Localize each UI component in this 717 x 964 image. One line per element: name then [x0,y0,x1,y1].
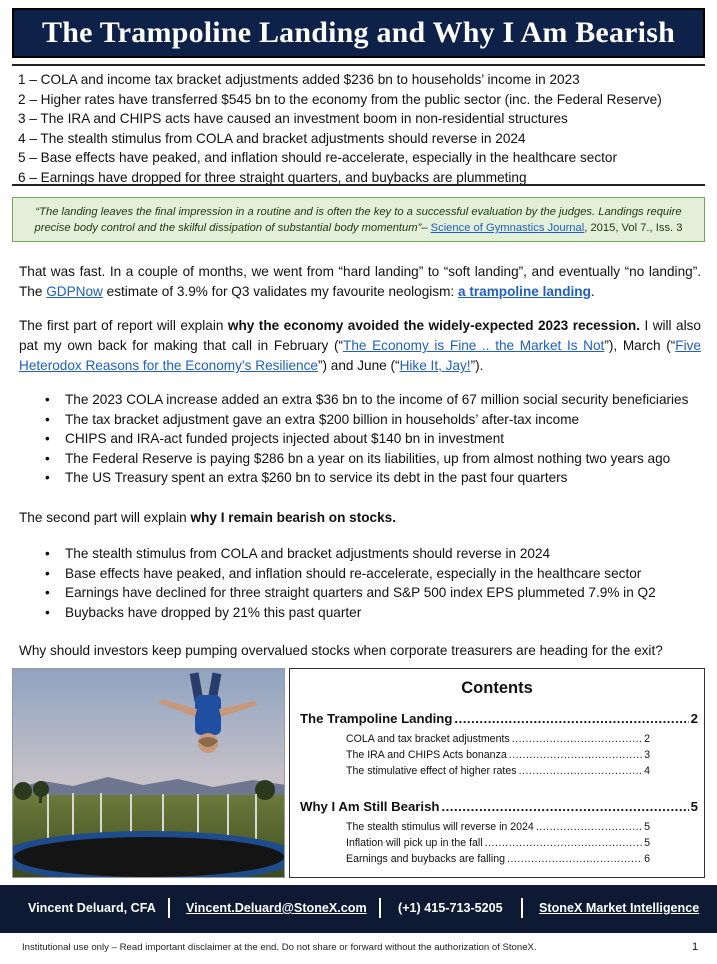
brand-link[interactable]: StoneX Market Intelligence [539,901,700,915]
title-banner [12,8,705,58]
toc-section-title: Why I Am Still Bearish [300,799,440,814]
list-item: • The stealth stimulus from COLA and bracket adjustments should reverse in 2024 [45,544,715,564]
quote-citation: , 2015, Vol 7., Iss. 3 [584,222,683,234]
toc-page-number: 2 [644,733,650,745]
toc-leader-dots [441,799,688,814]
para-text: estimate of 3.9% for Q3 validates my favourite neologism: [102,284,458,299]
toc-leader-dots [509,749,642,761]
toc-item-title: The IRA and CHIPS Acts bonanza [346,749,507,761]
top-divider [12,64,705,66]
toc-item-title: The stimulative effect of higher rates [346,765,517,777]
quote-source-link[interactable]: Science of Gymnastics Journal [430,222,585,234]
key-point: 1 – COLA and income tax bracket adjustments added $236 bn to households’ income in 2023 [18,72,580,87]
list-item: • Base effects have peaked, and inflation should re-accelerate, especially in the healthcare sector [45,564,715,584]
toc-subsection[interactable] [346,733,650,745]
list-item: • The US Treasury spent an extra $260 bn to service its debt in the past four quarters [45,468,715,488]
toc-section[interactable] [300,711,698,726]
toc-page-number: 5 [644,821,650,833]
toc-leader-dots [519,765,643,777]
list-item: • CHIPS and IRA-act funded projects injected about $140 bn in investment [45,429,715,449]
toc-item-title: Inflation will pick up in the fall [346,837,483,849]
list-item: • Earnings have declined for three straight quarters and S&P 500 index EPS plummeted 7.9% in Q2 [45,583,715,603]
gdpnow-link[interactable]: GDPNow [46,284,103,299]
toc-page-number: 4 [644,765,650,777]
toc-item-title: COLA and tax bracket adjustments [346,733,510,745]
intro-paragraph [19,262,701,302]
trampoline-photo [12,668,285,878]
para-text: ”) and June (“ [317,358,400,373]
toc-subsection[interactable] [346,853,650,865]
page-title: The Trampoline Landing and Why I Am Bearish [42,16,675,49]
key-point: 5 – Base effects have peaked, and inflation should re-accelerate, especially in the healthcare sector [18,150,618,165]
trampoline-jump-illustration [13,669,285,878]
list-item: • The Federal Reserve is paying $286 bn a year on its liabilities, up from almost nothing two years ago [45,449,715,469]
contents-box [289,668,705,878]
toc-subsection[interactable] [346,821,650,833]
quote-dash: – [421,222,431,234]
toc-page-number: 2 [690,711,698,726]
key-point: 3 – The IRA and CHIPS acts have caused an investment boom in non-residential structures [18,111,568,126]
epigraph-quote [12,197,705,242]
footer-separator [521,898,523,918]
para-text: ”), March (“ [604,338,676,353]
list-item: • The 2023 COLA increase added an extra $36 bn to the income of 67 million social security beneficiaries [45,390,715,410]
toc-leader-dots [536,821,642,833]
toc-subsection[interactable] [346,765,650,777]
toc-item-title: Earnings and buybacks are falling [346,853,506,865]
para-bold: why I remain bearish on stocks. [190,510,397,525]
disclaimer-text: Institutional use only – Read important disclaimer at the end. Do not share or forward without the authorization of StoneX. [22,942,537,953]
page-number: 1 [692,941,699,953]
toc-leader-dots [485,837,642,849]
bearish-bullets [45,544,715,622]
para-text: . [590,284,595,299]
para-text: The first part of report will explain [19,318,228,333]
toc-item-title: The stealth stimulus will reverse in 2024 [346,821,534,833]
toc-leader-dots [512,733,642,745]
author-name: Vincent Deluard, CFA [28,901,156,915]
toc-subsection[interactable] [346,749,650,761]
key-points-list [18,70,708,187]
list-item: • Buybacks have dropped by 21% this past quarter [45,603,715,623]
toc-page-number: 6 [644,853,650,865]
author-email-link[interactable]: Vincent.Deluard@StoneX.com [186,901,367,915]
contact-footer [0,885,717,933]
part-one-paragraph [19,316,701,376]
quote-text: “The landing leaves the final impression in a routine and is often the key to a successful evaluation by the judges. Landings require precise body control and the skilful dissipation of substantial body momentum” [34,206,682,234]
toc-page-number: 3 [644,749,650,761]
toc-section-title: The Trampoline Landing [300,711,453,726]
para-bold: why the economy avoided the widely-expected 2023 recession. [227,318,640,333]
heterodox-reasons-link[interactable]: Five Heterodox Reasons for the Economy’s Resilience [19,338,701,373]
para-text: That was fast. In a couple of months, we went from “hard landing” to “soft landing”, and eventually “no landing”. The [19,264,701,299]
toc-subsection[interactable] [346,837,650,849]
hike-it-jay-link[interactable]: Hike It, Jay! [399,358,471,373]
toc-page-number: 5 [644,837,650,849]
author-phone: (+1) 415-713-5205 [398,901,503,915]
economy-fine-link[interactable]: The Economy is Fine .. the Market Is Not [343,338,605,353]
footer-separator [168,898,170,918]
trampoline-landing-link[interactable]: a trampoline landing [457,284,591,299]
toc-page-number: 5 [690,799,698,814]
key-point: 6 – Earnings have dropped for three straight quarters, and buybacks are plummeting [18,169,527,185]
para-text: I will also pat my own back for making that call in February (“ [19,318,701,353]
footer-separator [379,898,381,918]
para-text: The second part will explain [19,510,191,525]
toc-leader-dots [454,711,688,726]
economy-bullets [45,390,715,488]
contents-heading: Contents [461,679,533,697]
closing-question: Why should investors keep pumping overvalued stocks when corporate treasurers are heading for the exit? [19,643,663,658]
part-two-paragraph [19,508,701,528]
toc-leader-dots [507,853,642,865]
key-point: 2 – Higher rates have transferred $545 bn to the economy from the public sector (inc. the Federal Reserve) [18,91,662,107]
keypoints-bottom-divider [12,184,705,186]
toc-section[interactable] [300,799,698,814]
list-item: • The tax bracket adjustment gave an extra $200 billion in households’ after-tax income [45,410,715,430]
para-text: ”). [470,358,484,373]
key-point: 4 – The stealth stimulus from COLA and bracket adjustments should reverse in 2024 [18,130,526,146]
